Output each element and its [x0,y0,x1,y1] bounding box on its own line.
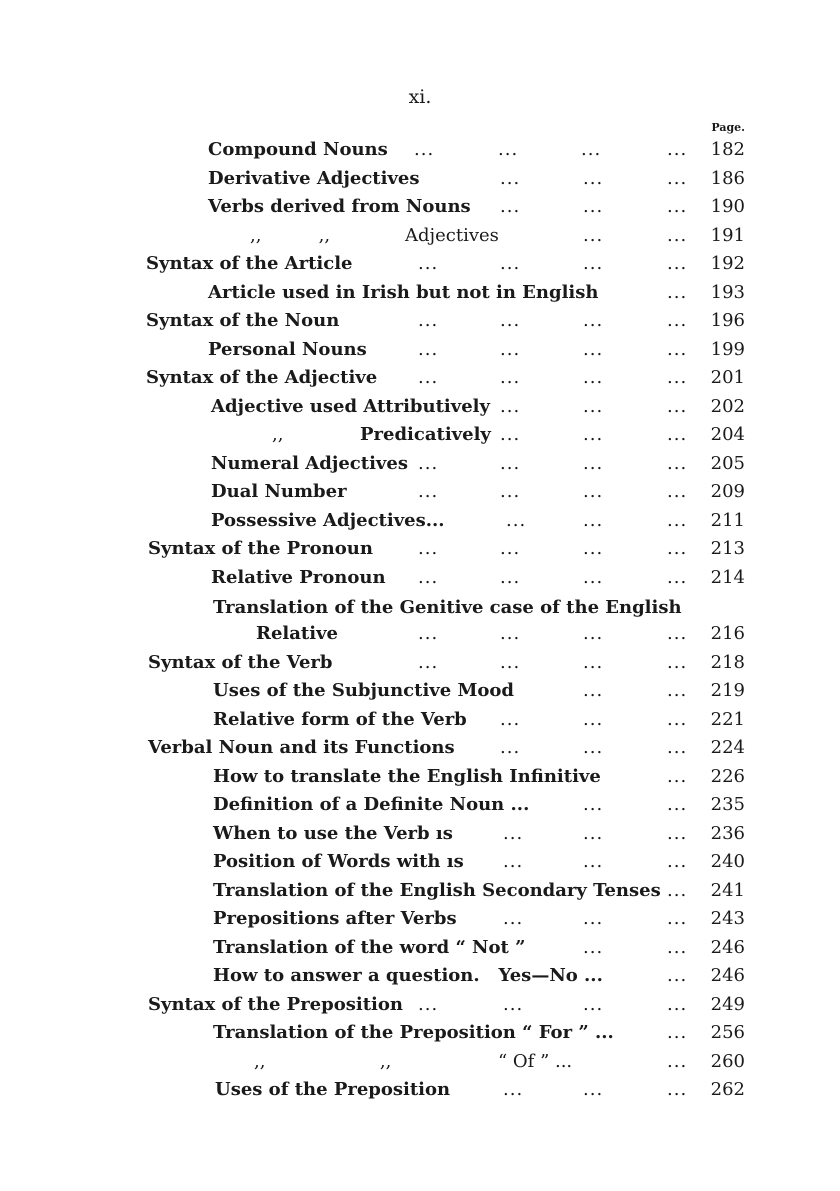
entry-title: How to translate the English Infinitive [213,766,601,787]
toc-entry [0,1051,840,1077]
toc-entry [0,937,840,963]
leader-dots: ... [667,196,688,217]
entry-page: 249 [710,994,745,1015]
leader-dots: ... [583,196,604,217]
leader-dots: ... [667,652,688,673]
entry-page: 216 [710,623,745,644]
leader-dots: ... [581,139,602,160]
entry-page: 243 [710,908,745,929]
entry-title: Prepositions after Verbs [213,908,457,929]
entry-page: 193 [710,282,745,303]
entry-title: Adjectives [405,225,499,246]
page-number: xi. [408,86,432,108]
toc-entry [0,709,840,735]
leader-dots: ... [667,538,688,559]
leader-dots: ... [503,851,524,872]
toc-entry [0,481,840,507]
leader-dots: ... [667,567,688,588]
ditto-marks: ,, ,, [254,1051,392,1072]
entry-page: 209 [710,481,745,502]
leader-dots: ... [583,396,604,417]
entry-title: Numeral Adjectives [211,453,408,474]
leader-dots: ... [667,481,688,502]
entry-title: Compound Nouns [208,139,388,160]
leader-dots: ... [667,453,688,474]
leader-dots: ... [667,1022,688,1043]
entry-page: 236 [710,823,745,844]
leader-dots: ... [503,823,524,844]
entry-title: Translation of the English Secondary Tenses [213,880,661,901]
entry-page: 256 [710,1022,745,1043]
leader-dots: ... [500,196,521,217]
leader-dots: ... [667,851,688,872]
toc-entry [0,1022,840,1048]
leader-dots: ... [500,367,521,388]
leader-dots: ... [667,510,688,531]
leader-dots: ... [667,139,688,160]
leader-dots: ... [583,652,604,673]
toc-entry [0,597,840,623]
entry-page: 241 [710,880,745,901]
leader-dots: ... [583,367,604,388]
entry-title: Verbal Noun and its Functions [148,737,455,758]
leader-dots: ... [667,168,688,189]
entry-title: “ Of ” ... [498,1051,573,1072]
entry-page: 191 [710,225,745,246]
toc-entry [0,851,840,877]
leader-dots: ... [418,481,439,502]
leader-dots: ... [418,567,439,588]
leader-dots: ... [583,567,604,588]
toc-entry [0,424,840,450]
leader-dots: ... [583,680,604,701]
leader-dots: ... [667,709,688,730]
entry-page: 221 [710,709,745,730]
toc-entry [0,652,840,678]
leader-dots: ... [583,623,604,644]
leader-dots: ... [500,567,521,588]
entry-page: 235 [710,794,745,815]
entry-title: Verbs derived from Nouns [208,196,471,217]
leader-dots: ... [583,481,604,502]
leader-dots: ... [503,1079,524,1100]
entry-title: Relative [256,623,338,644]
entry-title: Definition of a Definite Noun ... [213,794,530,815]
toc-entry [0,396,840,422]
leader-dots: ... [500,481,521,502]
leader-dots: ... [667,908,688,929]
entry-title: Syntax of the Verb [148,652,333,673]
leader-dots: ... [667,937,688,958]
entry-title: Derivative Adjectives [208,168,420,189]
leader-dots: ... [414,139,435,160]
leader-dots: ... [583,310,604,331]
leader-dots: ... [583,453,604,474]
leader-dots: ... [500,538,521,559]
leader-dots: ... [418,623,439,644]
leader-dots: ... [583,794,604,815]
leader-dots: ... [418,994,439,1015]
leader-dots: ... [583,737,604,758]
toc-entry [0,510,840,536]
toc-entry [0,282,840,308]
leader-dots: ... [667,339,688,360]
entry-title: Relative Pronoun [211,567,386,588]
leader-dots: ... [667,623,688,644]
leader-dots: ... [418,253,439,274]
entry-title: Dual Number [211,481,347,502]
leader-dots: ... [500,453,521,474]
entry-page: 214 [710,567,745,588]
entry-page: 196 [710,310,745,331]
entry-title: Article used in Irish but not in English [208,282,599,303]
leader-dots: ... [667,310,688,331]
page-column-heading: Page. [711,121,745,134]
entry-page: 186 [710,168,745,189]
toc-entry [0,766,840,792]
toc-entry [0,965,840,991]
entry-title: Possessive Adjectives... [211,510,445,531]
leader-dots: ... [667,225,688,246]
leader-dots: ... [583,994,604,1015]
toc-entry [0,253,840,279]
toc-entry [0,310,840,336]
toc-entry [0,567,840,593]
toc-entry [0,367,840,393]
leader-dots: ... [583,225,604,246]
entry-title: How to answer a question. Yes—No ... [213,965,603,986]
entry-page: 240 [710,851,745,872]
leader-dots: ... [667,424,688,445]
leader-dots: ... [667,367,688,388]
leader-dots: ... [667,282,688,303]
leader-dots: ... [583,168,604,189]
entry-page: 201 [710,367,745,388]
toc-entry [0,538,840,564]
leader-dots: ... [500,709,521,730]
leader-dots: ... [503,908,524,929]
leader-dots: ... [500,737,521,758]
entry-title: Translation of the Preposition “ For ” ... [213,1022,614,1043]
leader-dots: ... [667,823,688,844]
entry-title: Position of Words with ıs [213,851,464,872]
leader-dots: ... [583,823,604,844]
entry-page: 246 [710,937,745,958]
entry-title: Syntax of the Article [146,253,353,274]
leader-dots: ... [583,851,604,872]
toc-entry [0,139,840,165]
entry-title: Predicatively [360,424,491,445]
leader-dots: ... [667,253,688,274]
toc-entry [0,453,840,479]
toc-entry [0,737,840,763]
leader-dots: ... [500,396,521,417]
leader-dots: ... [583,339,604,360]
leader-dots: ... [583,1079,604,1100]
leader-dots: ... [500,339,521,360]
leader-dots: ... [418,652,439,673]
leader-dots: ... [667,794,688,815]
leader-dots: ... [500,310,521,331]
entry-page: 192 [710,253,745,274]
leader-dots: ... [500,424,521,445]
entry-title: Syntax of the Preposition [148,994,403,1015]
leader-dots: ... [418,538,439,559]
ditto-marks: ,, ,, [250,225,331,246]
toc-entry [0,794,840,820]
entry-page: 224 [710,737,745,758]
leader-dots: ... [667,880,688,901]
leader-dots: ... [583,510,604,531]
leader-dots: ... [418,367,439,388]
leader-dots: ... [500,168,521,189]
entry-page: 262 [710,1079,745,1100]
leader-dots: ... [500,623,521,644]
leader-dots: ... [583,709,604,730]
leader-dots: ... [667,1079,688,1100]
toc-entry [0,680,840,706]
toc-entry [0,908,840,934]
leader-dots: ... [667,965,688,986]
leader-dots: ... [583,253,604,274]
entry-title: Adjective used Attributively [211,396,490,417]
leader-dots: ... [667,766,688,787]
toc-entry [0,339,840,365]
toc-entry [0,225,840,251]
leader-dots: ... [418,453,439,474]
leader-dots: ... [418,339,439,360]
leader-dots: ... [667,737,688,758]
entry-page: 190 [710,196,745,217]
entry-page: 213 [710,538,745,559]
entry-title: Personal Nouns [208,339,367,360]
entry-title: Syntax of the Pronoun [148,538,373,559]
leader-dots: ... [506,510,527,531]
leader-dots: ... [667,680,688,701]
leader-dots: ... [503,994,524,1015]
entry-page: 202 [710,396,745,417]
entry-page: 219 [710,680,745,701]
entry-title: Relative form of the Verb [213,709,467,730]
leader-dots: ... [583,908,604,929]
entry-page: 260 [710,1051,745,1072]
leader-dots: ... [418,310,439,331]
leader-dots: ... [500,652,521,673]
toc-entry [0,1079,840,1105]
entry-title: Uses of the Subjunctive Mood [213,680,514,701]
entry-page: 246 [710,965,745,986]
entry-title: Translation of the word “ Not ” [213,937,526,958]
leader-dots: ... [667,1051,688,1072]
entry-page: 226 [710,766,745,787]
leader-dots: ... [498,139,519,160]
entry-title: Translation of the Genitive case of the English [213,597,682,618]
ditto-marks: ,, [272,424,284,445]
leader-dots: ... [667,994,688,1015]
leader-dots: ... [667,396,688,417]
toc-entry [0,196,840,222]
toc-entry [0,623,840,649]
leader-dots: ... [583,538,604,559]
entry-title: Syntax of the Noun [146,310,340,331]
leader-dots: ... [583,424,604,445]
leader-dots: ... [583,937,604,958]
entry-title: Syntax of the Adjective [146,367,378,388]
entry-page: 204 [710,424,745,445]
toc-entry [0,168,840,194]
entry-page: 211 [710,510,745,531]
leader-dots: ... [500,253,521,274]
entry-title: When to use the Verb ıs [213,823,453,844]
toc-entry [0,880,840,906]
entry-page: 205 [710,453,745,474]
toc-entry [0,823,840,849]
entry-page: 199 [710,339,745,360]
entry-page: 218 [710,652,745,673]
entry-page: 182 [710,139,745,160]
entry-title: Uses of the Preposition [215,1079,451,1100]
toc-entry [0,994,840,1020]
